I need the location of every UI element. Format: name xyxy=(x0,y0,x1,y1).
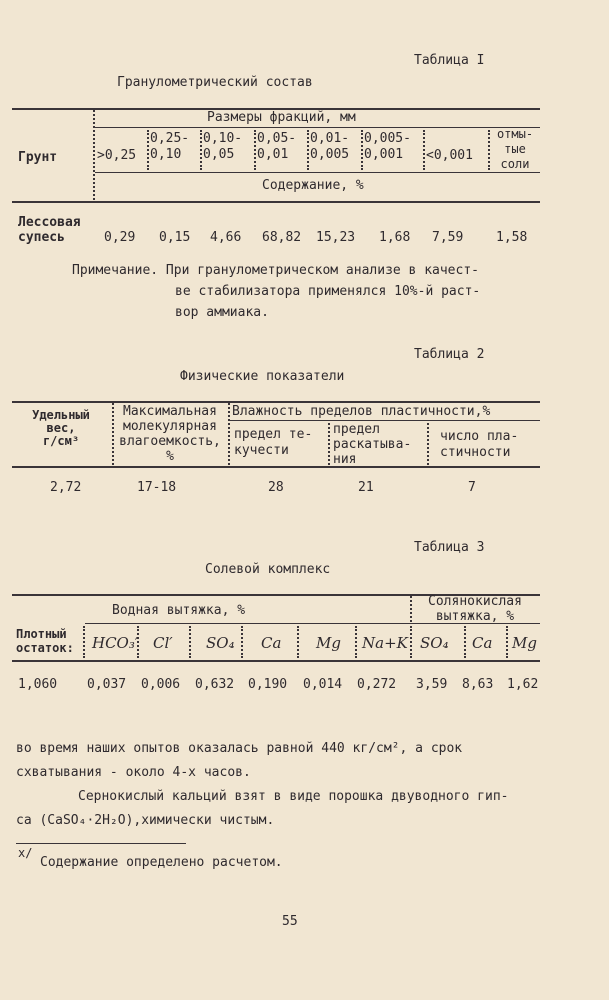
table3-value: 3,59 xyxy=(416,677,448,692)
table1-value: 68,82 xyxy=(262,230,302,245)
table3-value: 0,014 xyxy=(303,677,343,692)
table2-col3-header: предел те- кучести xyxy=(234,427,313,458)
table1-frac-divider xyxy=(361,130,363,170)
table1-frac-divider xyxy=(423,130,425,170)
ion-hco3: HCO₃′ xyxy=(92,634,139,652)
ion-mg: Mg xyxy=(316,634,341,652)
table2-col1-header: Удельный вес, г/см³ xyxy=(32,408,90,448)
table1-value: 7,59 xyxy=(432,230,464,245)
ion-na-k: Na+K xyxy=(362,634,408,652)
table3-col-divider xyxy=(410,626,412,658)
table3-value: 1,62 xyxy=(507,677,539,692)
table3-col-divider xyxy=(297,626,299,658)
table3-col-divider xyxy=(189,626,191,658)
table2-value: 21 xyxy=(358,480,374,495)
table1-col-divider xyxy=(93,110,95,200)
table3-dense-residue-header: Плотный остаток: xyxy=(16,627,74,655)
table3-bottom-rule xyxy=(12,660,540,662)
table2-value: 17-18 xyxy=(137,480,177,495)
fraction-5: 0,01- 0,005 xyxy=(310,131,350,162)
table3-title: Солевой комплекс xyxy=(205,562,331,577)
table3-col-divider xyxy=(355,626,357,658)
ion-cl: Cl′ xyxy=(153,634,173,652)
table1-content-rule xyxy=(95,172,540,173)
fraction-1: >0,25 xyxy=(97,148,137,163)
table1-value: 15,23 xyxy=(316,230,356,245)
table1-value: 0,29 xyxy=(104,230,136,245)
table1-frac-divider xyxy=(147,130,149,170)
table2-col-divider xyxy=(427,423,429,465)
table3-label: Таблица 3 xyxy=(414,540,485,555)
table2-col-divider xyxy=(328,423,330,465)
fraction-6: 0,005- 0,001 xyxy=(364,131,411,162)
table3-col-divider xyxy=(241,626,243,658)
table3-value: 1,060 xyxy=(18,677,58,692)
ion-ca: Ca xyxy=(261,634,282,652)
table2-col5-header: число пла- стичности xyxy=(440,429,519,460)
table2-bottom-rule xyxy=(12,466,540,468)
table2-label: Таблица 2 xyxy=(414,347,485,362)
footnote-mark: x/ xyxy=(18,846,33,860)
table3-value: 0,006 xyxy=(141,677,181,692)
body-line-1: во время наших опытов оказалась равной 440 кг/см², а срок xyxy=(16,741,463,756)
table1-row-label: Лессовая супесь xyxy=(18,215,81,245)
page-number: 55 xyxy=(282,914,298,929)
table2-col-divider xyxy=(228,403,230,465)
table1-value: 0,15 xyxy=(159,230,191,245)
table1-content-header: Содержание, % xyxy=(262,178,364,193)
table1-bottom-rule xyxy=(12,201,540,203)
table3-value: 8,63 xyxy=(462,677,494,692)
table3-value: 0,190 xyxy=(248,677,288,692)
table3-col-divider xyxy=(83,626,85,658)
table3-value: 0,272 xyxy=(357,677,397,692)
fraction-2: 0,25- 0,10 xyxy=(150,131,190,162)
table1-value: 4,66 xyxy=(210,230,242,245)
table2-top-rule xyxy=(12,401,540,403)
ion-mg-acid: Mg xyxy=(512,634,537,652)
table2-group-rule xyxy=(228,420,540,421)
table2-value: 2,72 xyxy=(50,480,82,495)
footnote-rule xyxy=(16,843,186,844)
fraction-8: отмы- тые соли xyxy=(496,127,534,171)
table2-col2-header: Максимальная молекулярная влагоемкость, % xyxy=(119,404,221,464)
fraction-3: 0,10- 0,05 xyxy=(203,131,243,162)
fraction-7: <0,001 xyxy=(426,148,473,163)
table1-value: 1,58 xyxy=(496,230,528,245)
table2-col4-header: предел раскатыва- ния xyxy=(333,422,412,467)
ion-so4-acid: SO₄ xyxy=(420,634,449,652)
table1-col-soil: Грунт xyxy=(18,150,58,165)
table1-fraction-header: Размеры фракций, мм xyxy=(207,110,356,125)
table1-title: Гранулометрический состав xyxy=(117,75,313,90)
table3-col-divider xyxy=(506,626,508,658)
table1-frac-divider xyxy=(200,130,202,170)
table2-value: 7 xyxy=(468,480,476,495)
table3-value: 0,037 xyxy=(87,677,127,692)
body-line-4: са (CaSO₄·2H₂O),химически чистым. xyxy=(16,813,275,828)
fraction-4: 0,05- 0,01 xyxy=(257,131,297,162)
ion-so4: SO₄ xyxy=(206,634,235,652)
table1-label: Таблица I xyxy=(414,53,485,68)
table3-col-divider xyxy=(464,626,466,658)
table1-header-rule xyxy=(95,127,540,128)
table1-value: 1,68 xyxy=(379,230,411,245)
table3-water-header: Водная вытяжка, % xyxy=(112,603,246,618)
footnote-text: Содержание определено расчетом. xyxy=(40,855,283,870)
table2-title: Физические показатели xyxy=(180,369,345,384)
table2-group-header: Влажность пределов пластичности,% xyxy=(232,404,491,419)
table1-note: Примечание. При гранулометрическом анализе в качест- ве стабилизатора применялся 10%-й раст- вор аммиака. xyxy=(72,263,481,320)
ion-ca-acid: Ca xyxy=(472,634,493,652)
table3-acid-header: Солянокислая вытяжка, % xyxy=(428,594,522,624)
table3-value: 0,632 xyxy=(195,677,235,692)
body-line-3: Сернокислый кальций взят в виде порошка двуводного гип- xyxy=(78,789,509,804)
table1-frac-divider xyxy=(254,130,256,170)
table2-value: 28 xyxy=(268,480,284,495)
table1-frac-divider xyxy=(307,130,309,170)
body-line-2: схватывания - около 4-х часов. xyxy=(16,765,251,780)
